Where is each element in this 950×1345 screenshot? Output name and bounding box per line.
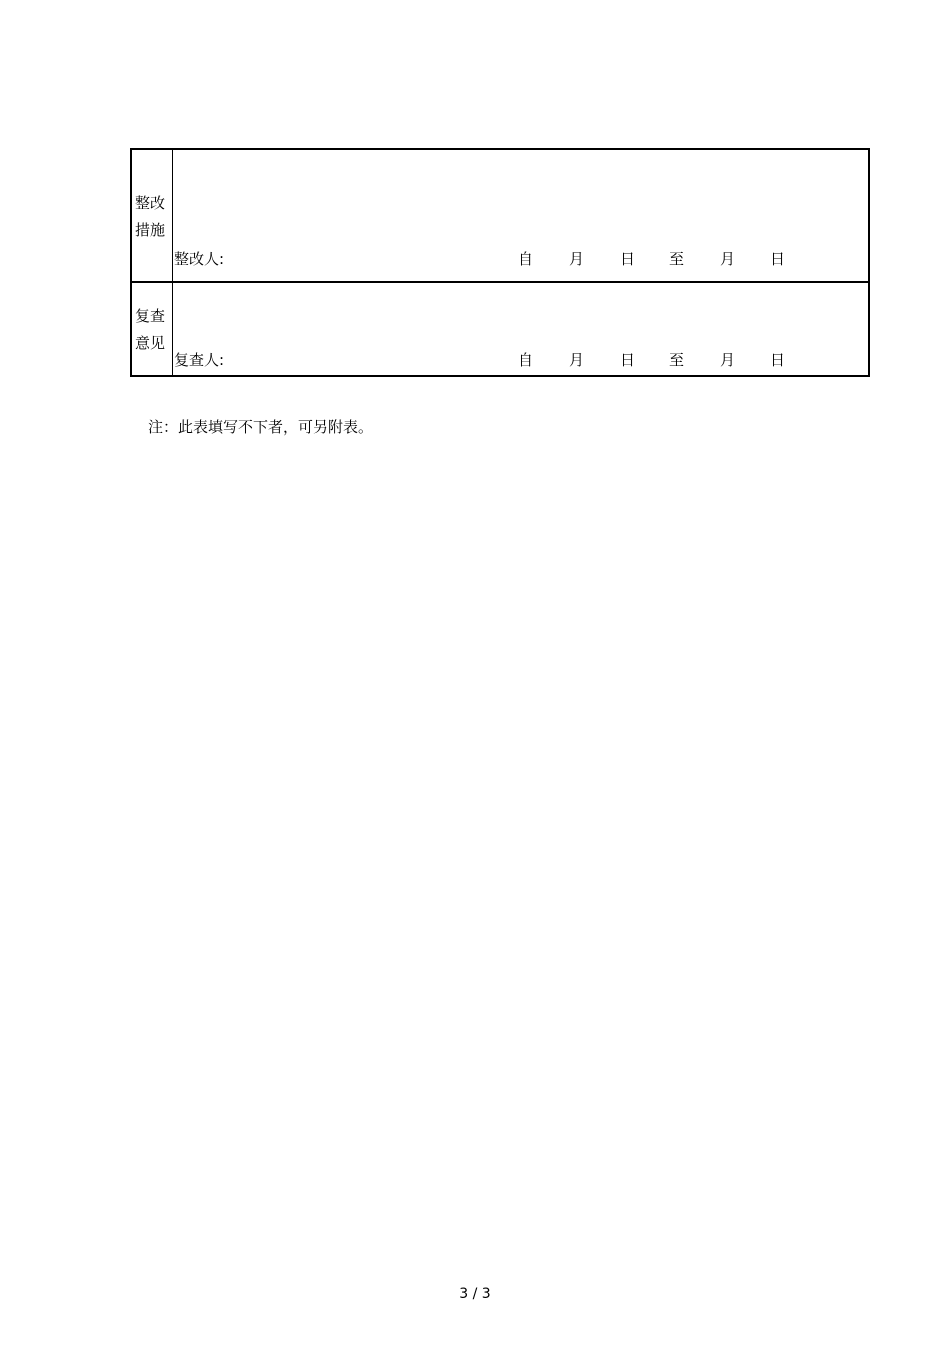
date-to: 至 <box>669 250 685 268</box>
rectification-measures-row <box>132 150 868 281</box>
date-month-end: 月 <box>720 351 736 369</box>
page-number: 3 / 3 <box>459 1286 491 1302</box>
form-note: 注：此表填写不下者，可另附表。 <box>148 418 374 436</box>
review-opinion-label-line1: 复查 <box>135 307 166 325</box>
rectification-measures-label <box>135 190 165 244</box>
review-opinion-row <box>132 281 868 377</box>
rectification-measures-label-line2: 措施 <box>135 221 166 239</box>
date-day-start: 日 <box>620 250 636 268</box>
date-day-start: 日 <box>620 351 636 369</box>
rectification-measures-label-cell <box>132 150 173 281</box>
reviewer-label: 复查人: <box>174 351 225 369</box>
rectifier-label: 整改人: <box>174 250 225 268</box>
date-from: 自 <box>518 351 534 369</box>
date-month-start: 月 <box>569 250 585 268</box>
date-day-end: 日 <box>770 250 786 268</box>
review-opinion-label-line2: 意见 <box>135 334 166 352</box>
review-opinion-label <box>135 303 165 357</box>
rectification-form-table <box>130 148 870 377</box>
date-to: 至 <box>669 351 685 369</box>
review-opinion-label-cell <box>132 283 173 377</box>
rectification-measures-label-line1: 整改 <box>135 194 166 212</box>
date-from: 自 <box>518 250 534 268</box>
date-day-end: 日 <box>770 351 786 369</box>
date-month-start: 月 <box>569 351 585 369</box>
date-month-end: 月 <box>720 250 736 268</box>
